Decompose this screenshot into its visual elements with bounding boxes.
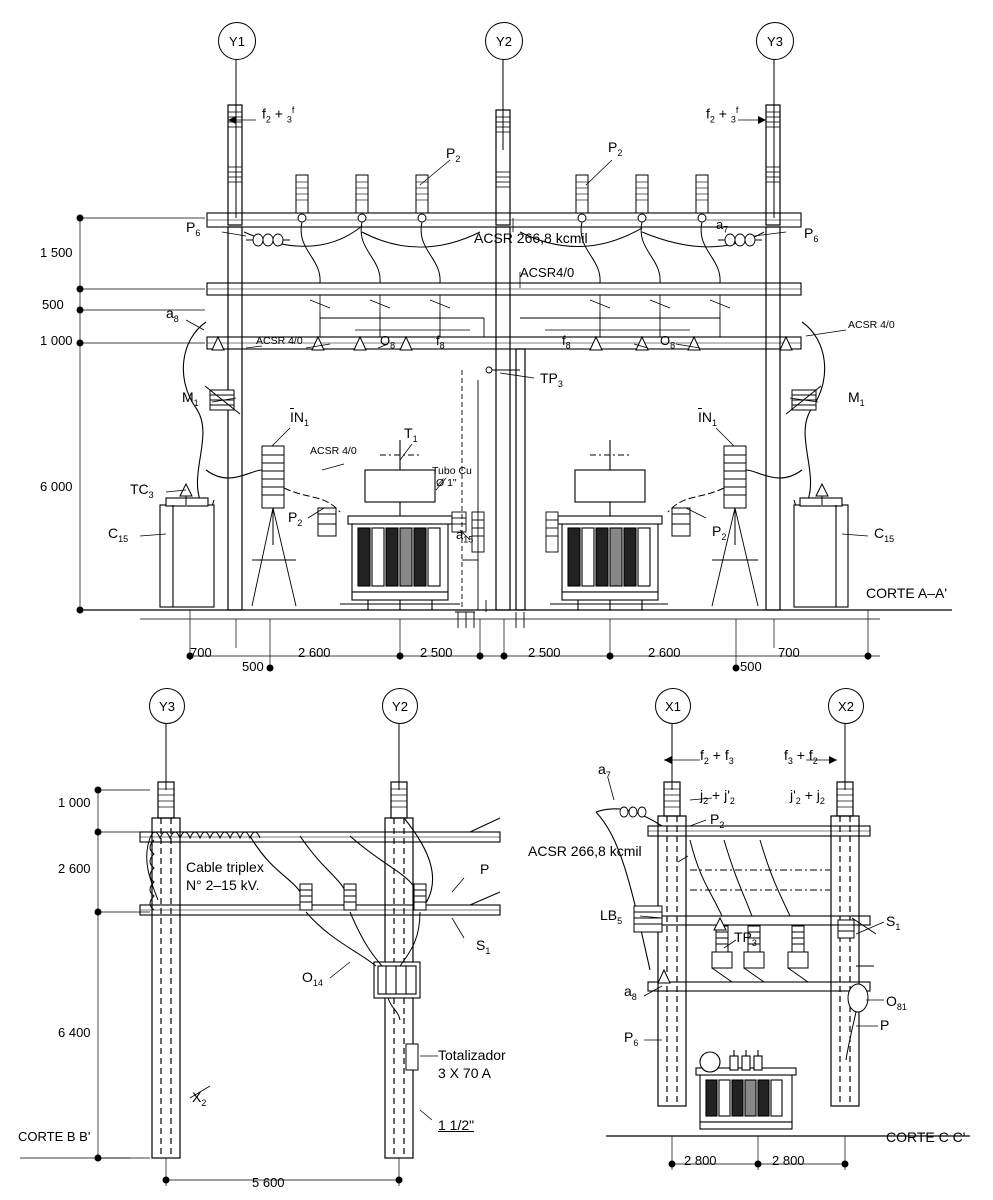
dim-2600-b: 2 600	[58, 861, 91, 876]
tag-in1-left: $\overline{I}N_1$	[290, 409, 310, 428]
axis-bubble-y2	[485, 22, 523, 60]
tag-a8: $a_8$	[166, 305, 179, 324]
dim-1500: 1 500	[40, 245, 73, 260]
label-acsr-4-0-left: ACSR 4/0	[256, 335, 303, 347]
dim-2600-right: 2 600	[648, 645, 681, 660]
tag-o8-left: $O_8$	[380, 333, 396, 351]
tag-f8-left: $f_8$	[436, 333, 445, 351]
tag-o14-b: $O_{14}$	[302, 969, 323, 988]
tag-p2-left-top: $P_2$	[446, 145, 461, 164]
dim-5600-b: 5 600	[252, 1175, 285, 1190]
dim-2600-left: 2 600	[298, 645, 331, 660]
axis-bubble-c-x2	[828, 688, 864, 724]
dim-2500-left: 2 500	[420, 645, 453, 660]
tag-tp3-c: $TP_3$	[734, 929, 757, 948]
tag-p6-left: $P_6$	[186, 219, 201, 238]
dim-6400-b: 6 400	[58, 1025, 91, 1040]
label-acsr-4-0-transformer: ACSR 4/0	[310, 445, 357, 457]
note-totalizador: Totalizador	[438, 1047, 506, 1063]
tag-p2-c: $P_2$	[710, 811, 725, 830]
axis-bubble-label: Y3	[767, 33, 783, 49]
axis-bubble-label: X1	[665, 698, 681, 714]
tag-s1-b: $S_1$	[476, 937, 491, 956]
tag-tubo-diameter: Ø 1"	[436, 477, 457, 489]
tag-tubo-cu: Tubo Cu	[432, 465, 472, 477]
axis-bubble-b-y2	[382, 688, 418, 724]
label-acsr-266-a: ACSR 266,8 kcmil	[474, 230, 588, 246]
label-acsr-4-0-right: ACSR 4/0	[848, 319, 895, 331]
tag-t1: $T_1$	[404, 425, 418, 444]
tag-c15-left: $C_{15}$	[108, 525, 129, 544]
tag-f2-f3-c: $f_2 + f_3$	[700, 747, 734, 766]
tag-j2b-c: $j'_2 + j_2$	[790, 787, 825, 806]
tag-f3-f2-c: $f_3 + f_2$	[784, 747, 818, 766]
note-conduit-size: 1 1/2"	[438, 1117, 475, 1133]
tag-a8-c: $a_8$	[624, 983, 637, 1002]
axis-bubble-label: X2	[838, 698, 854, 714]
tag-tp3: $TP_3$	[540, 370, 563, 389]
tag-c15-right: $C_{15}$	[874, 525, 895, 544]
axis-bubble-label: Y1	[229, 33, 245, 49]
note-cable-spec: N° 2–15 kV.	[186, 877, 260, 893]
tag-in1-right: $\overline{I}N_1$	[698, 409, 718, 428]
tag-m1-right: $M_1$	[848, 389, 865, 408]
dim-2500-right: 2 500	[528, 645, 561, 660]
tag-p6-c: $P_6$	[624, 1029, 639, 1048]
tag-f2-3f-right: $f_2 + _3^f$	[706, 105, 739, 125]
axis-bubble-label: Y3	[159, 698, 175, 714]
tag-a15: $a_{15}$	[456, 527, 474, 545]
axis-bubble-y3	[756, 22, 794, 60]
tag-a7: $a_7$	[716, 217, 729, 235]
axis-bubble-b-y3	[149, 688, 185, 724]
tag-j2-c: $j_2 + j'_2$	[700, 787, 735, 806]
tag-lb5-c: $LB_5$	[600, 907, 623, 926]
dim-500-right: 500	[740, 659, 762, 674]
tag-tc3: $TC_3$	[130, 481, 154, 500]
dim-500-a: 500	[42, 297, 64, 312]
axis-bubble-label: Y2	[496, 33, 512, 49]
dim-6000: 6 000	[40, 479, 73, 494]
tag-p2-left-xfmr: $P_2$	[288, 509, 303, 528]
axis-bubble-c-x1	[655, 688, 691, 724]
tag-x2-b: $X_2$	[192, 1089, 207, 1108]
axis-bubble-label: Y2	[392, 698, 408, 714]
view-title-corte-aa: CORTE A–A'	[866, 585, 947, 601]
tag-s1-c: $S_1$	[886, 913, 901, 932]
tag-o81-c: $O_{81}$	[886, 993, 907, 1012]
axis-bubble-y1	[218, 22, 256, 60]
tag-o8-right: $O_8$	[660, 333, 676, 351]
tag-a7-c: $a_7$	[598, 761, 611, 780]
dim-700-left: 700	[190, 645, 212, 660]
view-title-corte-bb: CORTE B B'	[18, 1129, 91, 1144]
tag-p2-right-top: $P_2$	[608, 139, 623, 158]
tag-p2-right-xfmr: $P_2$	[712, 523, 727, 542]
label-acsr-266-c: ACSR 266,8 kcmil	[528, 843, 642, 859]
tag-p-c: P	[880, 1017, 890, 1033]
note-cable-triplex: Cable triplex	[186, 859, 264, 875]
view-title-corte-cc: CORTE C C'	[886, 1129, 966, 1145]
note-totalizador-rating: 3 X 70 A	[438, 1065, 491, 1081]
dim-2800-left-c: 2 800	[684, 1153, 717, 1168]
dim-1000-a: 1 000	[40, 333, 73, 348]
tag-m1-left: $M_1$	[182, 389, 199, 408]
label-acsr-4-0-bus: ACSR4/0	[520, 265, 575, 280]
dim-700-right: 700	[778, 645, 800, 660]
dim-1000-b: 1 000	[58, 795, 91, 810]
tag-f8-right: $f_8$	[562, 333, 571, 351]
tag-p6-right: $P_6$	[804, 225, 819, 244]
tag-f2-3f-left: $f_2 + _3^f$	[262, 105, 295, 125]
dim-2800-right-c: 2 800	[772, 1153, 805, 1168]
dim-500-left: 500	[242, 659, 264, 674]
tag-p-b: P	[480, 861, 490, 877]
